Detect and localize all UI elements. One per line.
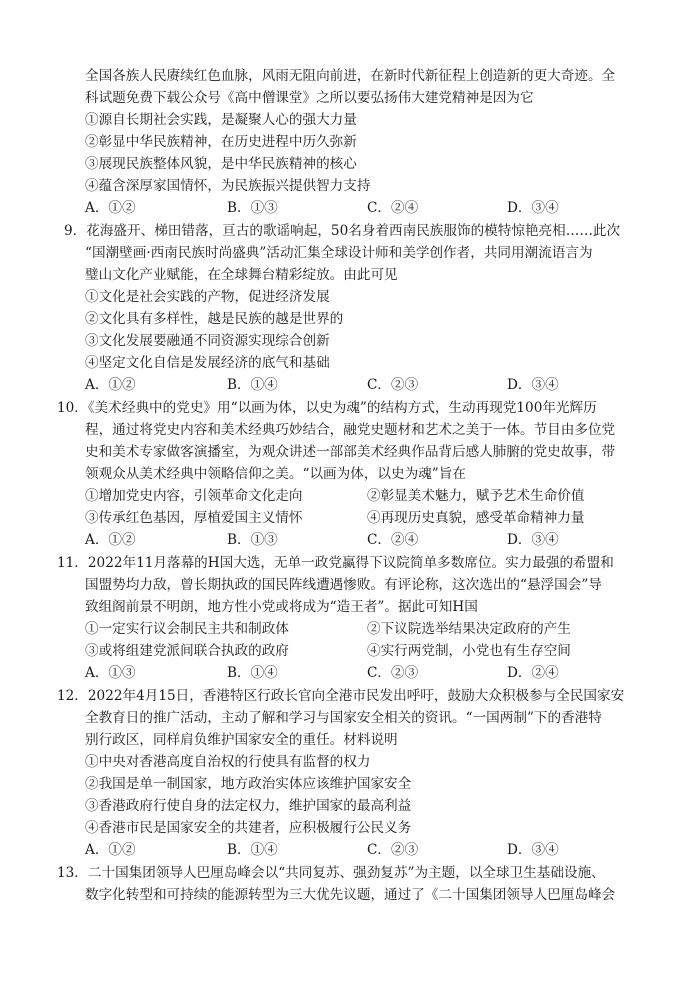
q12-option-3: ③香港政府行使自身的法定权力，维护国家的最高利益 bbox=[85, 798, 412, 814]
q10-option-1: ①增加党史内容，引领革命文化走向 bbox=[85, 488, 303, 504]
intro-option-2: ②彰显中华民族精神，在历史进程中历久弥新 bbox=[85, 134, 357, 150]
q11-option-4: ④实行两党制，小党也有生存空间 bbox=[367, 643, 571, 659]
q10-answer-c: C．②④ bbox=[367, 532, 419, 548]
q13-line-2: 数字化转型和可持续的能源转型为三大优先议题，通过了《二十国集团领导人巴厘岛峰会 bbox=[85, 887, 616, 903]
intro-option-3: ③展现民族整体风貌，是中华民族精神的核心 bbox=[85, 156, 357, 172]
intro-answer-c: C．②④ bbox=[367, 200, 419, 216]
q12-answer-a: A．①② bbox=[85, 842, 136, 858]
q9-line-3: 璧山文化产业赋能，在全球舞台精彩绽放。由此可见 bbox=[85, 267, 398, 283]
q12-answer-b: B．①④ bbox=[227, 842, 278, 858]
q11-option-3: ③或将组建党派间联合执政的政府 bbox=[85, 643, 289, 659]
q11-option-1: ①一定实行议会制民主共和制政体 bbox=[85, 621, 289, 637]
q9-option-3: ③文化发展要融通不同资源实现综合创新 bbox=[85, 333, 330, 349]
q9-answer-c: C．②③ bbox=[367, 377, 419, 393]
q10-answer-d: D．③④ bbox=[507, 532, 559, 548]
intro-answer-a: A．①② bbox=[85, 200, 136, 216]
q11-line-3: 致组阁前景不明朗，地方性小党或将成为“造王者”。据此可知H国 bbox=[85, 599, 478, 615]
q11-answer-a: A．①③ bbox=[85, 665, 136, 681]
q12-line-2: 全教育日的推广活动，主动了解和学习与国家安全相关的资讯。“一国两制”下的香港特 bbox=[85, 710, 602, 726]
q10-line-2: 程，通过将党史内容和美术经典巧妙结合，融党史题材和艺术之美于一体。节目由多位党 bbox=[85, 422, 616, 438]
intro-answer-b: B．①③ bbox=[227, 200, 278, 216]
q9-answer-a: A．①② bbox=[85, 377, 136, 393]
q11-line-1: 11．2022年11月落幕的H国大选，无单一政党赢得下议院简单多数席位。实力最强的希盟和 bbox=[57, 555, 614, 571]
q9-option-2: ②文化具有多样性，越是民族的越是世界的 bbox=[85, 311, 344, 327]
q11-option-2: ②下议院选举结果决定政府的产生 bbox=[367, 621, 571, 637]
q11-line-2: 国盟势均力敌，曾长期执政的国民阵线遭遇惨败。有评论称，这次选出的“悬浮国会”导 bbox=[85, 577, 602, 593]
q11-answer-c: C．②③ bbox=[367, 665, 419, 681]
q10-line-4: 领观众从美术经典中领略信仰之美。“以画为体，以史为魂”旨在 bbox=[85, 466, 466, 482]
q10-line-1: 10．《美术经典中的党史》用“以画为体，以史为魂”的结构方式，生动再现党100年光辉历 bbox=[57, 400, 597, 416]
q12-line-3: 别行政区，同样肩负维护国家安全的重任。材料说明 bbox=[85, 732, 398, 748]
q9-answer-b: B．①④ bbox=[227, 377, 278, 393]
intro-line-1: 全国各族人民赓续红色血脉，风雨无阻向前进，在新时代新征程上创造新的更大奇迹。全 bbox=[85, 68, 616, 84]
intro-option-1: ①源自长期社会实践，是凝聚人心的强大力量 bbox=[85, 112, 357, 128]
q12-option-2: ②我国是单一制国家，地方政治实体应该维护国家安全 bbox=[85, 776, 412, 792]
intro-line-2: 科试题免费下载公众号《高中僧课堂》之所以要弘扬伟大建党精神是因为它 bbox=[85, 90, 534, 106]
q9-answer-d: D．③④ bbox=[507, 377, 559, 393]
q12-option-1: ①中央对香港高度自治权的行使具有监督的权力 bbox=[85, 754, 371, 770]
q12-answer-c: C．②③ bbox=[367, 842, 419, 858]
q12-answer-d: D．③④ bbox=[507, 842, 559, 858]
q9-line-1: 9．花海盛开、梯田错落，亘古的歌谣响起，50名身着西南民族服饰的模特惊艳亮相……此次 bbox=[64, 223, 621, 239]
q10-option-4: ④再现历史真貌，感受革命精神力量 bbox=[367, 510, 585, 526]
q11-answer-d: D．②④ bbox=[507, 665, 559, 681]
q9-line-2: “国潮壁画·西南民族时尚盛典”活动汇集全球设计师和美学创作者，共同用潮流语言为 bbox=[85, 245, 593, 261]
q10-line-3: 史和美术专家做客演播室，为观众讲述一部部美术经典作品背后感人肺腑的党史故事，带 bbox=[85, 444, 616, 460]
q10-option-3: ③传承红色基因，厚植爱国主义情怀 bbox=[85, 510, 303, 526]
q9-option-1: ①文化是社会实践的产物，促进经济发展 bbox=[85, 289, 330, 305]
q13-line-1: 13．二十国集团领导人巴厘岛峰会以“共同复苏、强劲复苏”为主题，以全球卫生基础设施、 bbox=[57, 865, 605, 881]
q10-answer-a: A．①② bbox=[85, 532, 136, 548]
q12-line-1: 12．2022年4月15日，香港特区行政长官向全港市民发出呼吁，鼓励大众积极参与全民国家安 bbox=[57, 688, 625, 704]
q10-option-2: ②彰显美术魅力，赋予艺术生命价值 bbox=[367, 488, 585, 504]
q12-option-4: ④香港市民是国家安全的共建者，应积极履行公民义务 bbox=[85, 820, 412, 836]
q9-option-4: ④坚定文化自信是发展经济的底气和基础 bbox=[85, 355, 330, 371]
intro-option-4: ④蕴含深厚家国情怀，为民族振兴提供智力支持 bbox=[85, 178, 371, 194]
intro-answer-d: D．③④ bbox=[507, 200, 559, 216]
q11-answer-b: B．①④ bbox=[227, 665, 278, 681]
q10-answer-b: B．①③ bbox=[227, 532, 278, 548]
